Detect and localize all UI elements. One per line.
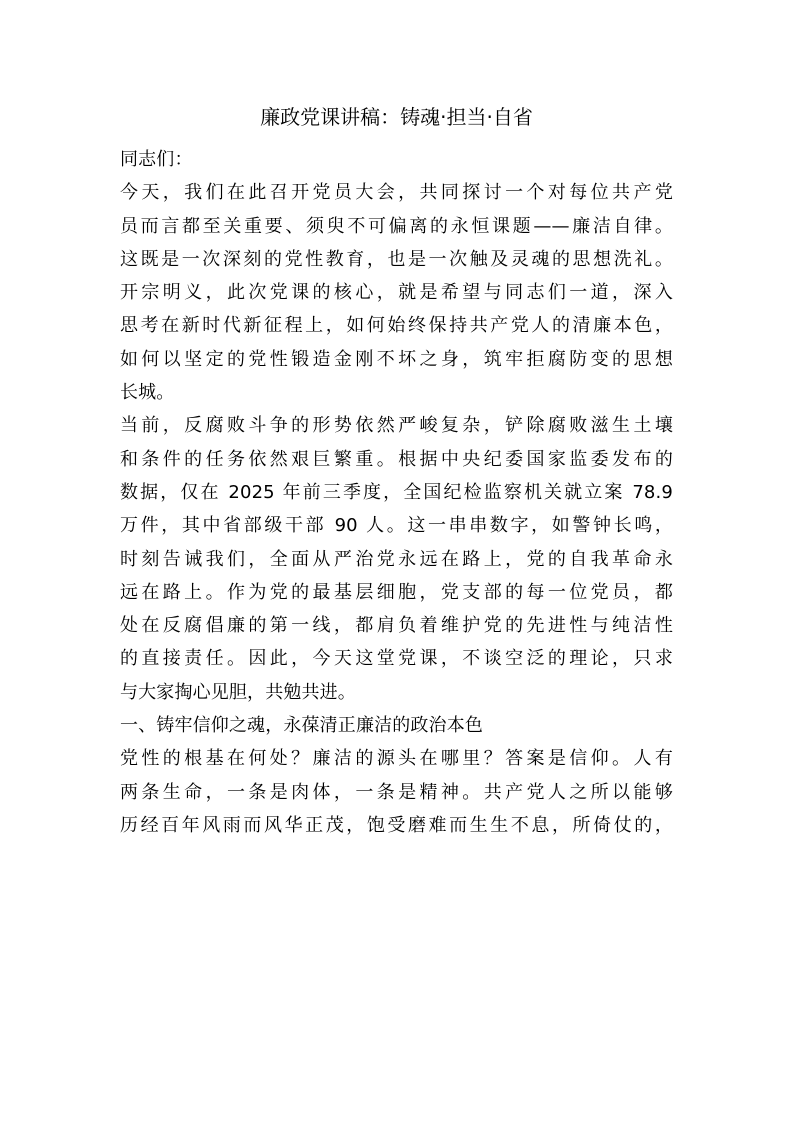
text-line: 一、铸牢信仰之魂，永葆清正廉洁的政治本色 — [120, 715, 483, 737]
text-line: 如何以坚定的党性锻造金刚不坏之身，筑牢拒腐防变的思想 — [120, 348, 673, 370]
text-line: 党性的根基在何处？廉洁的源头在哪里？答案是信仰。人有 — [120, 748, 673, 770]
text-line: 同志们： — [120, 149, 193, 170]
text-line: 远在路上。作为党的最基层细胞，党支部的每一位党员，都 — [120, 581, 673, 603]
text-line: 思考在新时代新征程上，如何始终保持共产党人的清廉本色， — [120, 315, 673, 337]
document-body — [120, 143, 673, 842]
text-line: 开宗明义，此次党课的核心，就是希望与同志们一道，深入 — [120, 282, 673, 304]
text-line: 长城。 — [120, 382, 175, 404]
text-line: 和条件的任务依然艰巨繁重。根据中央纪委国家监委发布的 — [120, 448, 673, 470]
text-line: 这既是一次深刻的党性教育，也是一次触及灵魂的思想洗礼。 — [120, 248, 673, 270]
document-title: 廉政党课讲稿：铸魂·担当·自省 — [260, 105, 533, 129]
text-line: 时刻告诫我们，全面从严治党永远在路上，党的自我革命永 — [120, 548, 673, 570]
text-line: 万件，其中省部级干部 90 人。这一串串数字，如警钟长鸣， — [120, 515, 673, 537]
text-line: 两条生命，一条是肉体，一条是精神。共产党人之所以能够 — [120, 781, 673, 803]
text-line: 员而言都至关重要、须臾不可偏离的永恒课题——廉洁自律。 — [120, 215, 673, 237]
text-line: 当前，反腐败斗争的形势依然严峻复杂，铲除腐败滋生土壤 — [120, 415, 673, 437]
text-line: 与大家掏心见胆，共勉共进。 — [120, 681, 356, 703]
text-line: 的直接责任。因此，今天这堂党课，不谈空泛的理论，只求 — [120, 648, 673, 670]
text-line: 历经百年风雨而风华正茂，饱受磨难而生生不息，所倚仗的， — [120, 814, 673, 836]
text-line: 今天，我们在此召开党员大会，共同探讨一个对每位共产党 — [120, 182, 673, 204]
text-line: 数据，仅在 2025 年前三季度，全国纪检监察机关就立案 78.9 — [120, 481, 673, 503]
text-line: 处在反腐倡廉的第一线，都肩负着维护党的先进性与纯洁性 — [120, 615, 673, 637]
